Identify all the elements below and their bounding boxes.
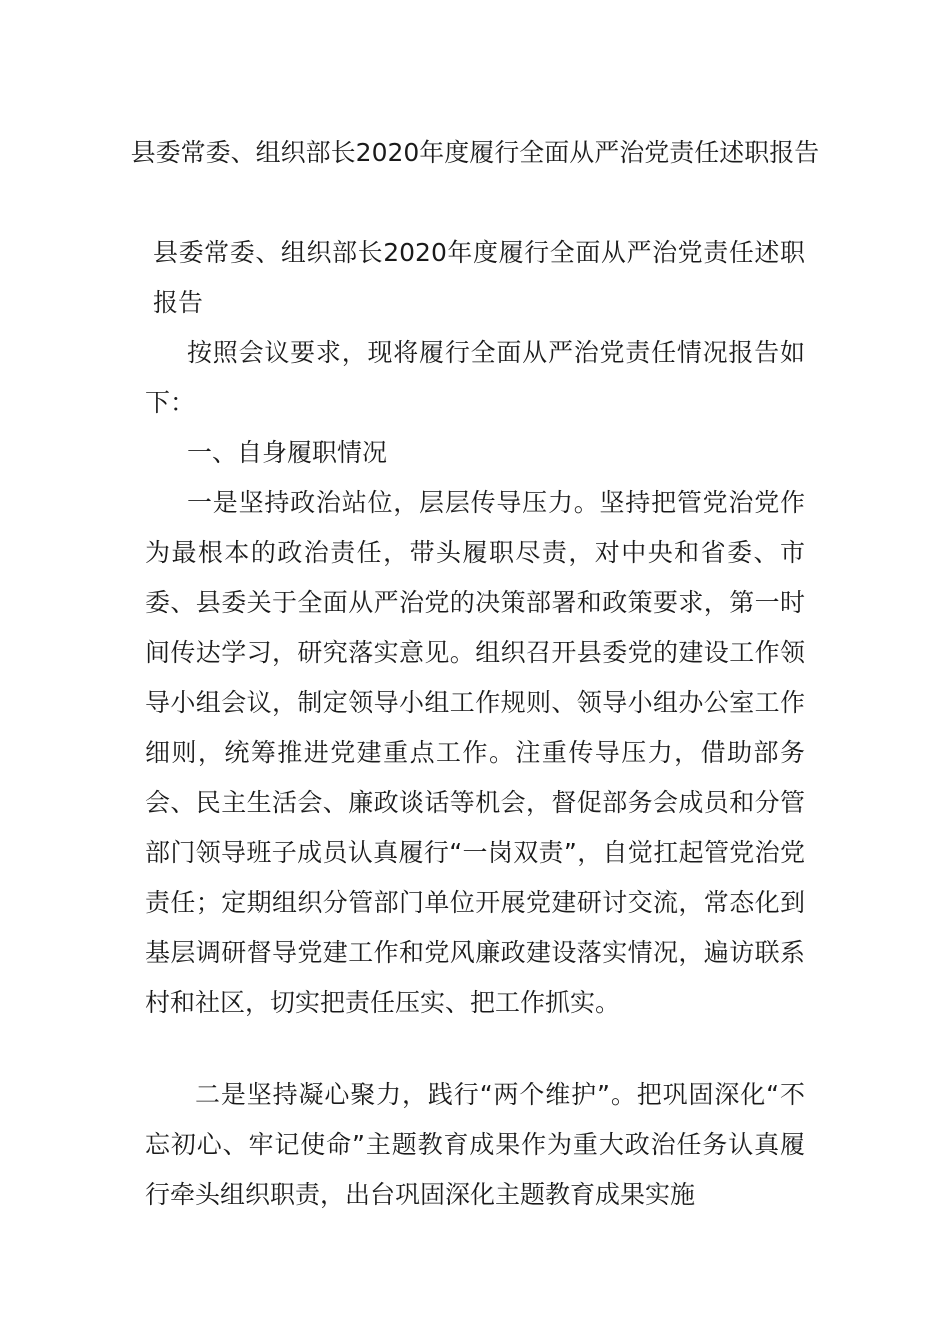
section-heading: 一、自身履职情况: [187, 438, 388, 467]
document-subtitle: 县委常委、组织部长2020年度履行全面从严治党责任述职报告: [153, 238, 805, 317]
intro-paragraph: 按照会议要求，现将履行全面从严治党责任情况报告如下：: [145, 338, 805, 417]
body-paragraph-1: 一是坚持政治站位，层层传导压力。坚持把管党治党作为最根本的政治责任，带头履职尽责，对中央和省委、市委、县委关于全面从严治党的决策部署和政策要求，第一时间传达学习，研究落实意见。组织召开县委党的建设工作领导小组会议，制定领导小组工作规则、领导小组办公室工作细则，统筹推进党建重点工作。注重传导压力，借助部务会、民主生活会、廉政谈话等机会，督促部务会成员和分管部门领导班子成员认真履行“一岗双责”，自觉扛起管党治党责任；定期组织分管部门单位开展党建研讨交流，常态化到基层调研督导党建工作和党风廉政建设落实情况，遍访联系村和社区，切实把责任压实、把工作抓实。: [145, 488, 805, 1017]
body-paragraph-2: 二是坚持凝心聚力，践行“两个维护”。把巩固深化“不忘初心、牢记使命”主题教育成果作为重大政治任务认真履行牵头组织职责，出台巩固深化主题教育成果实施: [145, 1080, 805, 1209]
document-title: 县委常委、组织部长2020年度履行全面从严治党责任述职报告: [130, 138, 820, 167]
